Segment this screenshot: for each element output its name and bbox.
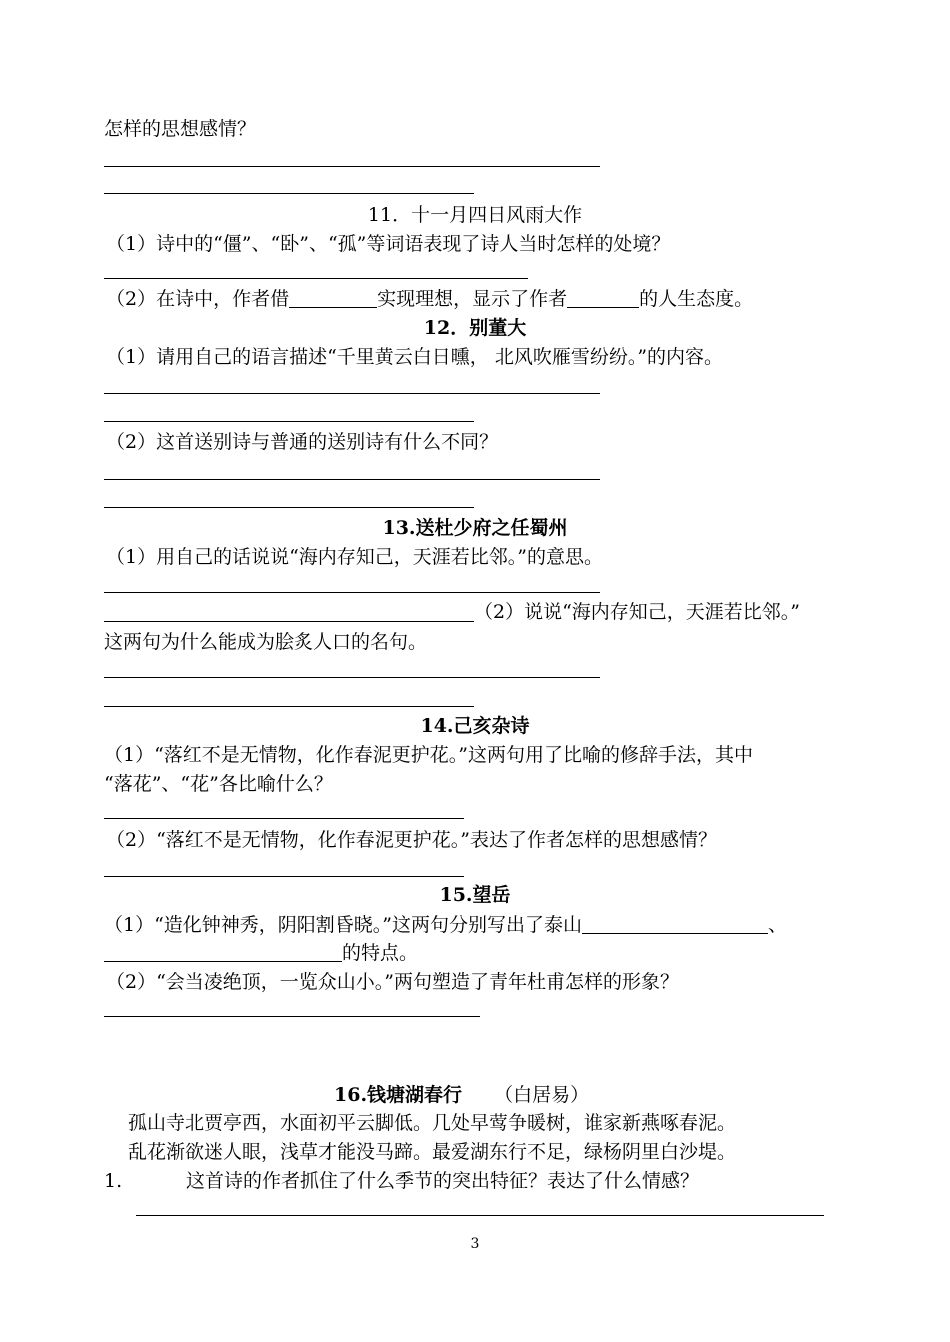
answer-line[interactable] xyxy=(104,479,600,480)
question-16-1: 这首诗的作者抓住了什么季节的突出特征？表达了什么情感？ xyxy=(186,1170,700,1192)
question-15-2: （2）“会当凌绝顶，一览众山小。”两句塑造了青年杜甫怎样的形象？ xyxy=(106,971,680,993)
answer-line[interactable] xyxy=(104,621,474,622)
question-text: 的特点。 xyxy=(342,942,419,964)
answer-line[interactable] xyxy=(104,706,474,707)
question-text: 的人生态度。 xyxy=(639,288,754,310)
page-number: 3 xyxy=(470,1236,480,1252)
question-text: 实现理想，显示了作者 xyxy=(377,288,568,310)
question-14-2: （2）“落红不是无情物，化作春泥更护花。”表达了作者怎样的思想感情？ xyxy=(106,829,718,851)
poem-line-2: 乱花渐欲迷人眼，浅草才能没马蹄。最爱湖东行不足，绿杨阴里白沙堤。 xyxy=(128,1141,737,1163)
question-15-1 xyxy=(104,913,787,937)
section-title-16 xyxy=(334,1083,589,1107)
question-12-2: （2）这首送别诗与普通的送别诗有什么不同？ xyxy=(106,431,499,453)
question-14-1-cont: “落花”、“花”各比喻什么？ xyxy=(104,773,333,795)
question-11-2 xyxy=(106,287,753,311)
question-13-1: （1）用自己的话说说“海内存知己，天涯若比邻。”的意思。 xyxy=(106,546,604,568)
fill-blank[interactable] xyxy=(567,287,639,308)
answer-line[interactable] xyxy=(104,278,528,279)
question-13-2: （2）说说“海内存知己，天涯若比邻。” xyxy=(474,601,801,623)
question-14-1: （1）“落红不是无情物，化作春泥更护花。”这两句用了比喻的修辞手法，其中 xyxy=(104,744,754,766)
answer-line[interactable] xyxy=(104,876,464,877)
answer-line[interactable] xyxy=(104,592,600,593)
answer-line[interactable] xyxy=(104,193,474,194)
answer-line[interactable] xyxy=(104,1016,480,1017)
question-12-1: （1）请用自己的语言描述“千里黄云白日曛， 北风吹雁雪纷纷。”的内容。 xyxy=(106,346,724,368)
poem-author: （白居易） xyxy=(494,1084,590,1106)
section-title-11: 11．十一月四日风雨大作 xyxy=(367,204,583,226)
fill-blank[interactable] xyxy=(582,913,768,934)
question-continuation: 怎样的思想感情？ xyxy=(104,118,257,140)
fill-blank[interactable] xyxy=(104,941,342,962)
answer-line[interactable] xyxy=(104,393,600,394)
answer-line[interactable] xyxy=(104,677,600,678)
fill-blank[interactable] xyxy=(289,287,377,308)
section-title-14: 14.己亥杂诗 xyxy=(420,715,530,737)
question-13-2-cont: 这两句为什么能成为脍炙人口的名句。 xyxy=(104,631,428,653)
section-title-12: 12．别董大 xyxy=(423,317,527,339)
answer-line[interactable] xyxy=(104,507,474,508)
section-title-15: 15.望岳 xyxy=(439,884,511,906)
section-title-13: 13.送杜少府之任蜀州 xyxy=(382,517,568,539)
question-text: 、 xyxy=(768,914,788,936)
poem-line-1: 孤山寺北贾亭西，水面初平云脚低。几处早莺争暖树，谁家新燕啄春泥。 xyxy=(128,1112,737,1134)
answer-line[interactable] xyxy=(104,421,474,422)
answer-line[interactable] xyxy=(104,166,600,167)
question-11-1: （1）诗中的“僵”、“卧”、“孤”等词语表现了诗人当时怎样的处境？ xyxy=(106,233,671,255)
poem-title: 16.钱塘湖春行 xyxy=(334,1084,463,1106)
question-text: （2）在诗中，作者借 xyxy=(106,288,290,310)
question-15-1-cont xyxy=(104,941,418,965)
answer-line[interactable] xyxy=(136,1215,824,1216)
question-16-1-number: 1. xyxy=(104,1170,123,1192)
answer-line[interactable] xyxy=(104,818,464,819)
question-text: （1）“造化钟神秀，阴阳割昏晓。”这两句分别写出了泰山 xyxy=(104,914,583,936)
